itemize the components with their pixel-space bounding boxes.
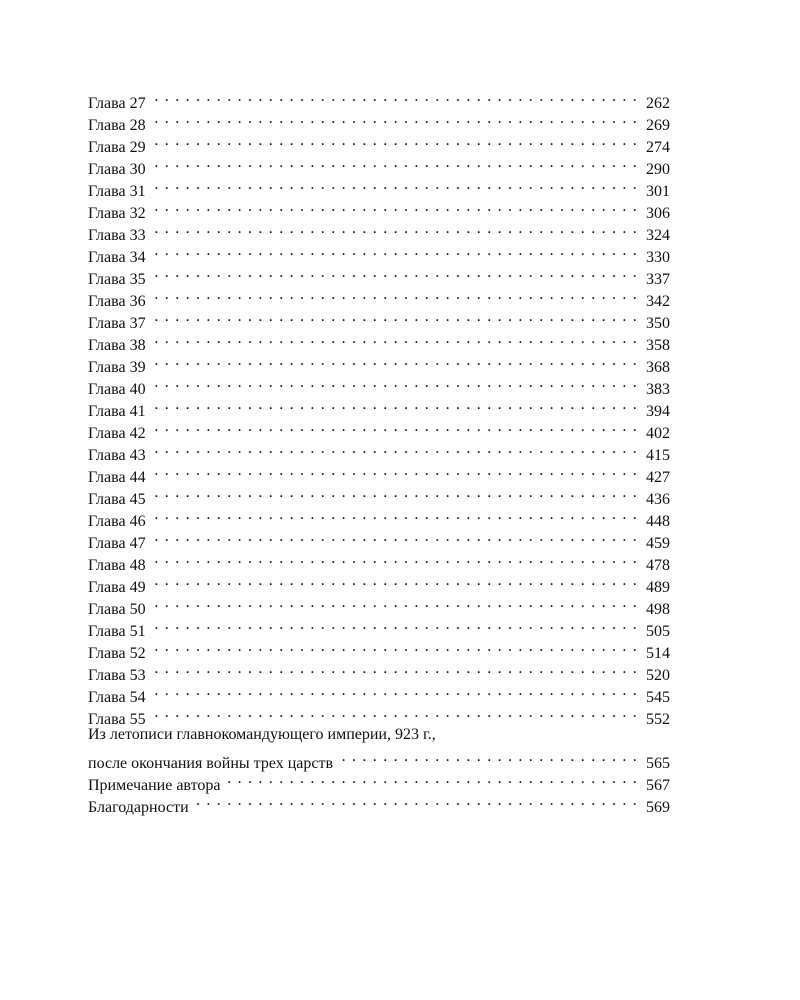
chapter-title: Глава 43	[88, 445, 150, 467]
toc-entry[interactable]	[88, 438, 670, 464]
chapter-page-number: 448	[646, 513, 670, 530]
chapter-title: Глава 44	[88, 467, 150, 489]
chapter-page-number: 330	[646, 249, 670, 266]
chapter-title: Глава 52	[88, 643, 150, 665]
dot-leader	[150, 438, 638, 460]
chapter-title: Глава 53	[88, 665, 150, 687]
toc-entry[interactable]	[88, 86, 670, 112]
chapter-page-number: 478	[646, 557, 670, 574]
dot-leader	[150, 218, 638, 240]
chapter-page-number: 489	[646, 579, 670, 596]
toc-entry[interactable]	[88, 548, 670, 574]
chapter-title: Глава 31	[88, 181, 150, 203]
toc-entry[interactable]	[88, 592, 670, 618]
dot-leader	[150, 658, 638, 680]
chapter-page-number: 342	[646, 293, 670, 310]
chapter-page-number: 505	[646, 623, 670, 640]
dot-leader	[150, 306, 638, 328]
dot-leader	[150, 636, 638, 658]
dot-leader	[150, 526, 638, 548]
toc-entry[interactable]	[88, 306, 670, 332]
toc-entry[interactable]	[88, 262, 670, 288]
chapter-page-number: 358	[646, 337, 670, 354]
chronicle-title-line2: после окончания войны трех царств	[88, 753, 337, 775]
chronicle-entry[interactable]	[88, 746, 670, 772]
chapter-title: Глава 38	[88, 335, 150, 357]
chapter-title: Глава 34	[88, 247, 150, 269]
chapter-title: Глава 55	[88, 709, 150, 731]
chapter-title: Глава 32	[88, 203, 150, 225]
chapter-page-number: 383	[646, 381, 670, 398]
chapter-page-number: 552	[646, 711, 670, 728]
chapter-title: Глава 35	[88, 269, 150, 291]
chapter-page-number: 394	[646, 403, 670, 420]
chapter-title: Глава 36	[88, 291, 150, 313]
chapter-page-number: 545	[646, 689, 670, 706]
chapter-page-number: 520	[646, 667, 670, 684]
toc-entry[interactable]	[88, 526, 670, 552]
chapter-title: Глава 28	[88, 115, 150, 137]
chapter-page-number: 402	[646, 425, 670, 442]
chapter-page-number: 514	[646, 645, 670, 662]
chapter-title: Глава 49	[88, 577, 150, 599]
toc-entry[interactable]	[88, 328, 670, 354]
chapter-list	[88, 86, 670, 728]
toc-entry[interactable]	[88, 636, 670, 662]
acknowledgements-title: Благодарности	[88, 797, 193, 819]
chapter-page-number: 368	[646, 359, 670, 376]
dot-leader	[150, 174, 638, 196]
toc-entry[interactable]	[88, 240, 670, 266]
toc-entry[interactable]	[88, 174, 670, 200]
dot-leader	[150, 570, 638, 592]
dot-leader	[193, 790, 638, 812]
chapter-page-number: 436	[646, 491, 670, 508]
dot-leader	[224, 768, 638, 790]
chapter-page-number: 427	[646, 469, 670, 486]
dot-leader	[150, 196, 638, 218]
chapter-page-number: 337	[646, 271, 670, 288]
dot-leader	[150, 240, 638, 262]
chapter-page-number: 301	[646, 183, 670, 200]
chronicle-page-number: 565	[646, 755, 670, 772]
toc-entry[interactable]	[88, 702, 670, 728]
chapter-title: Глава 46	[88, 511, 150, 533]
toc-entry[interactable]	[88, 680, 670, 706]
toc-entry[interactable]	[88, 372, 670, 398]
acknowledgements-page-number: 569	[646, 799, 670, 816]
chapter-page-number: 350	[646, 315, 670, 332]
dot-leader	[337, 746, 638, 768]
chapter-page-number: 324	[646, 227, 670, 244]
toc-entry[interactable]	[88, 152, 670, 178]
toc-entry[interactable]	[88, 218, 670, 244]
dot-leader	[150, 482, 638, 504]
chapter-page-number: 269	[646, 117, 670, 134]
toc-entry[interactable]	[88, 108, 670, 134]
chapter-title: Глава 47	[88, 533, 150, 555]
dot-leader	[150, 416, 638, 438]
chapter-title: Глава 41	[88, 401, 150, 423]
toc-entry[interactable]	[88, 570, 670, 596]
chapter-title: Глава 45	[88, 489, 150, 511]
toc-entry[interactable]	[88, 196, 670, 222]
toc-entry[interactable]	[88, 460, 670, 486]
chapter-title: Глава 33	[88, 225, 150, 247]
chapter-title: Глава 50	[88, 599, 150, 621]
chapter-title: Глава 48	[88, 555, 150, 577]
dot-leader	[150, 350, 638, 372]
chapter-page-number: 290	[646, 161, 670, 178]
chapter-title: Глава 40	[88, 379, 150, 401]
author-note-page-number: 567	[646, 777, 670, 794]
dot-leader	[150, 152, 638, 174]
dot-leader	[150, 592, 638, 614]
chapter-page-number: 459	[646, 535, 670, 552]
dot-leader	[150, 130, 638, 152]
author-note-title: Примечание автора	[88, 775, 224, 797]
dot-leader	[150, 460, 638, 482]
chronicle-title-line1: Из летописи главнокомандующего империи, 923 г.,	[88, 726, 436, 743]
dot-leader	[150, 284, 638, 306]
chapter-title: Глава 27	[88, 93, 150, 115]
dot-leader	[150, 702, 638, 724]
chapter-page-number: 415	[646, 447, 670, 464]
chapter-page-number: 262	[646, 95, 670, 112]
toc-entry[interactable]	[88, 130, 670, 156]
chapter-title: Глава 30	[88, 159, 150, 181]
toc-entry[interactable]	[88, 614, 670, 640]
chapter-title: Глава 54	[88, 687, 150, 709]
toc-entry[interactable]	[88, 504, 670, 530]
toc-entry[interactable]	[88, 350, 670, 376]
dot-leader	[150, 262, 638, 284]
chapter-title: Глава 37	[88, 313, 150, 335]
toc-entry[interactable]	[88, 658, 670, 684]
toc-entry[interactable]	[88, 416, 670, 442]
dot-leader	[150, 504, 638, 526]
dot-leader	[150, 108, 638, 130]
chronicle-entry-line1	[88, 724, 670, 746]
dot-leader	[150, 548, 638, 570]
dot-leader	[150, 86, 638, 108]
toc-entry[interactable]	[88, 284, 670, 310]
chapter-page-number: 306	[646, 205, 670, 222]
table-of-contents	[88, 86, 670, 816]
chapter-page-number: 498	[646, 601, 670, 618]
toc-entry[interactable]	[88, 394, 670, 420]
dot-leader	[150, 680, 638, 702]
chapter-title: Глава 39	[88, 357, 150, 379]
chapter-title: Глава 42	[88, 423, 150, 445]
dot-leader	[150, 328, 638, 350]
chapter-title: Глава 51	[88, 621, 150, 643]
chapter-page-number: 274	[646, 139, 670, 156]
dot-leader	[150, 394, 638, 416]
dot-leader	[150, 372, 638, 394]
dot-leader	[150, 614, 638, 636]
toc-entry[interactable]	[88, 482, 670, 508]
chapter-title: Глава 29	[88, 137, 150, 159]
